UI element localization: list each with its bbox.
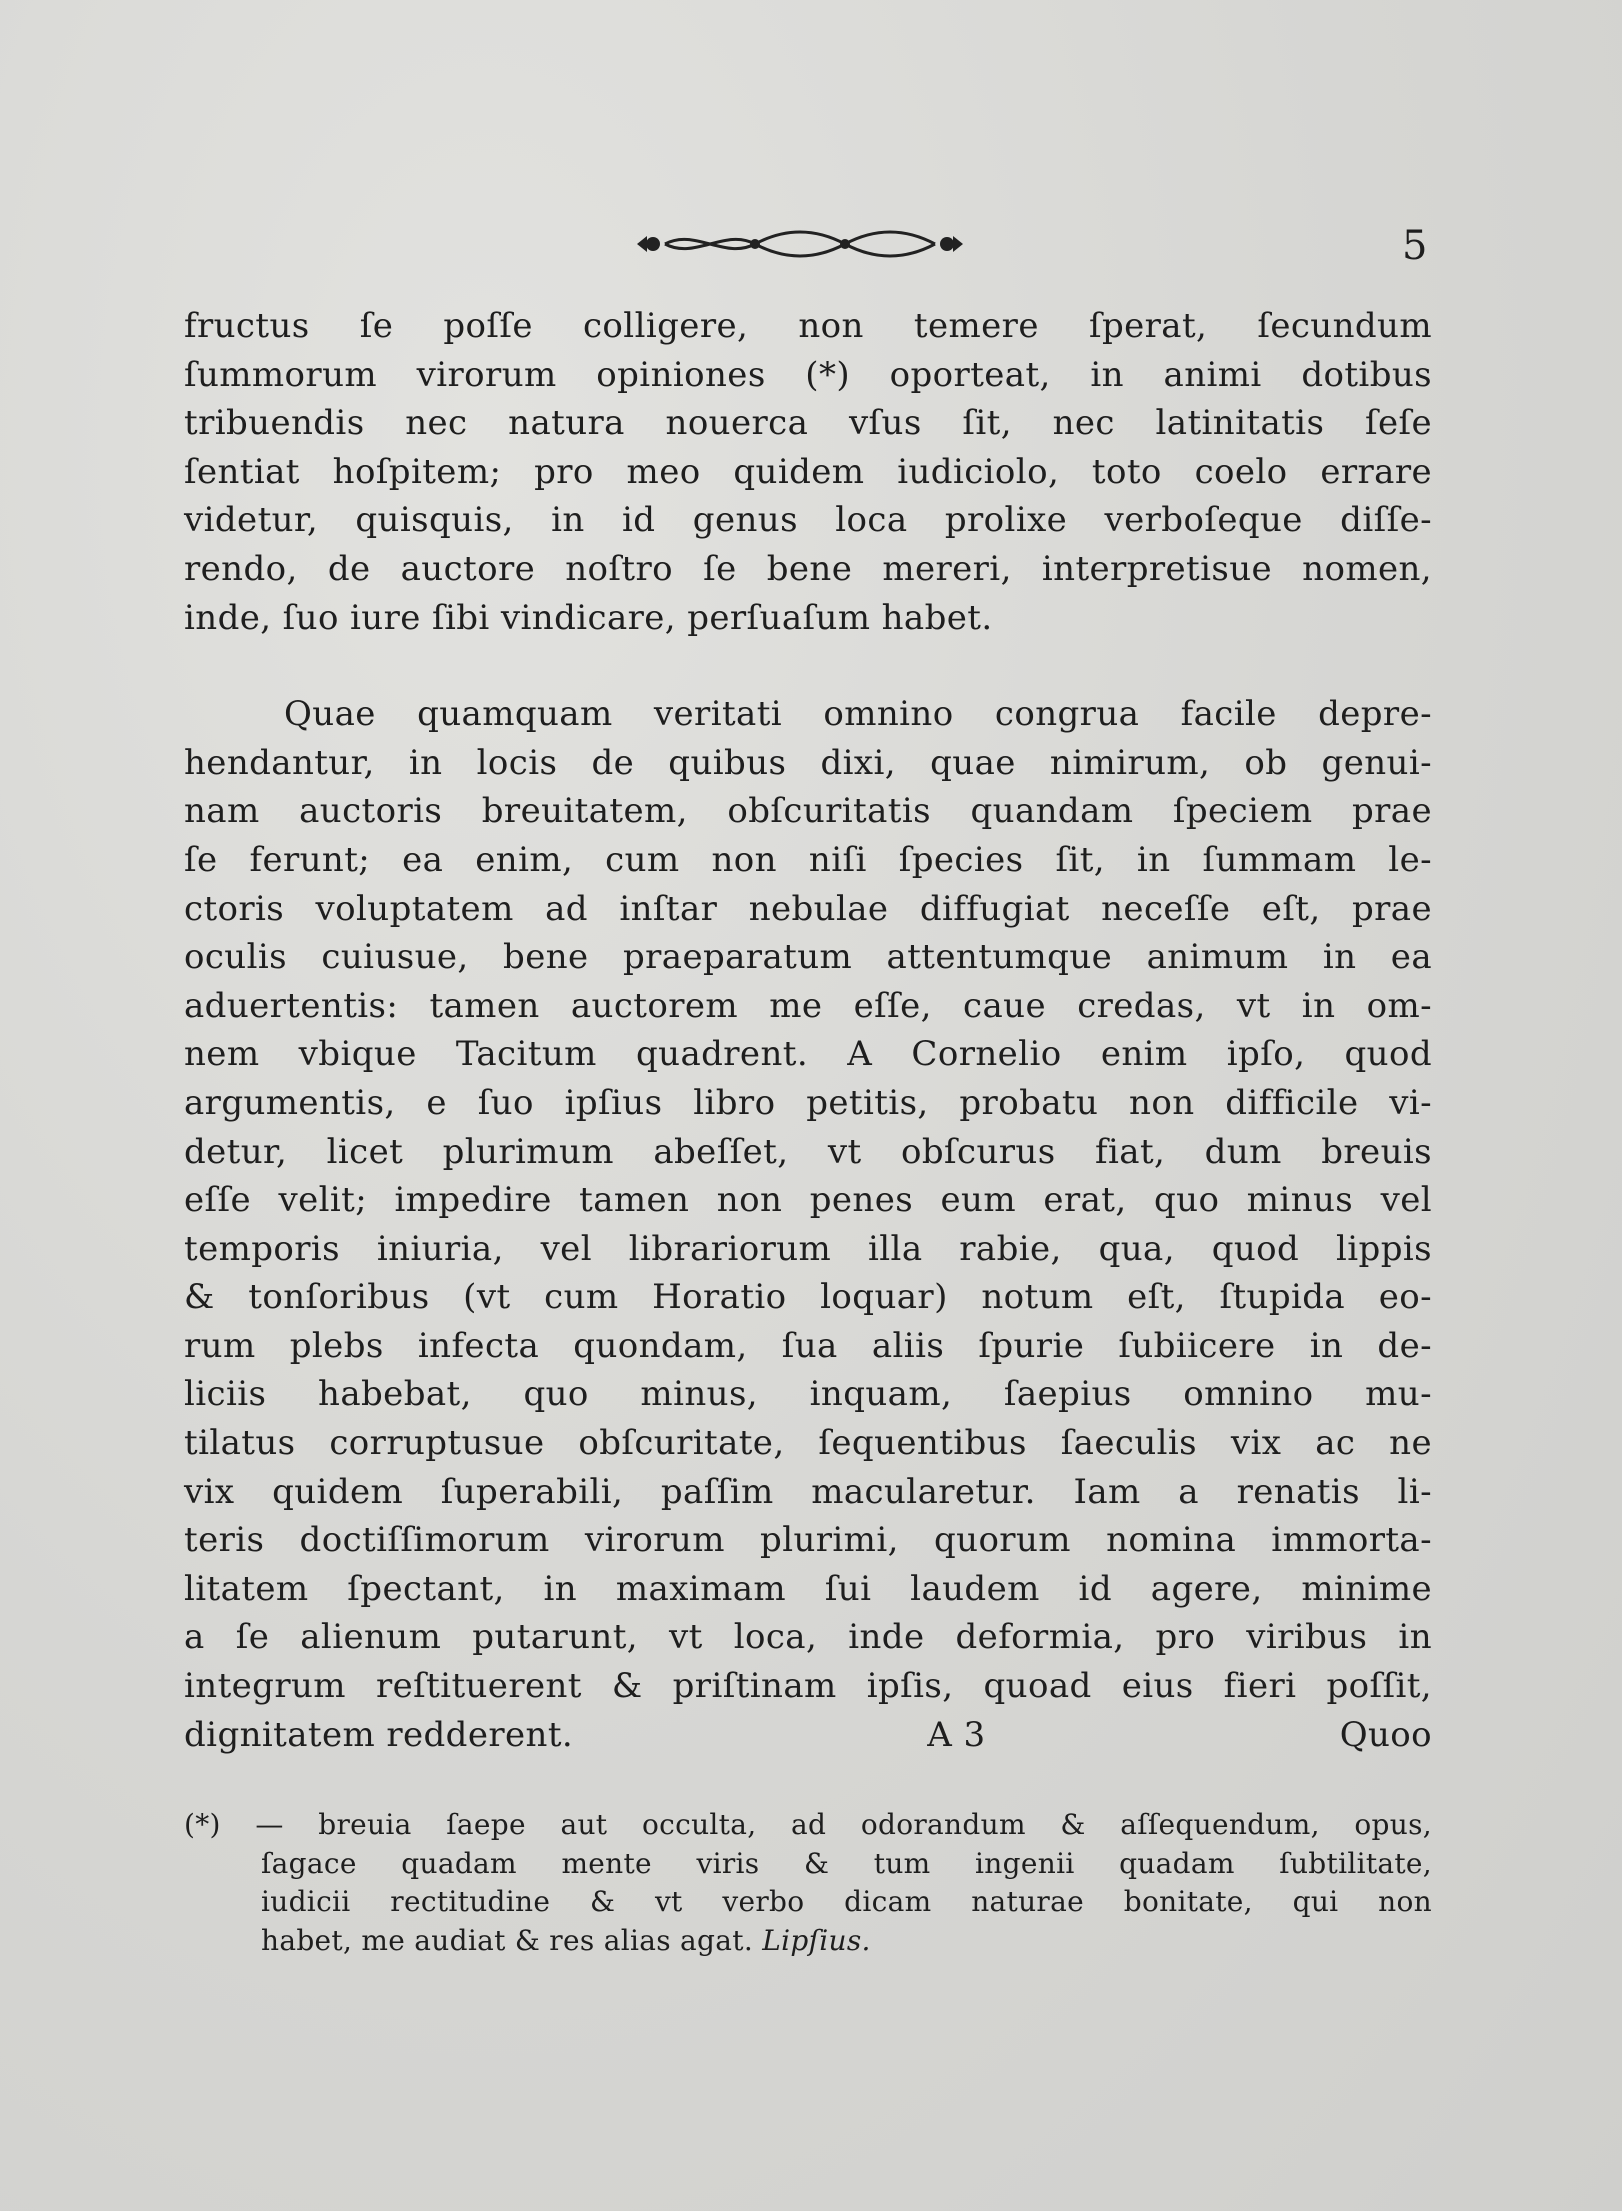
page-number: 5 <box>1402 223 1428 269</box>
footnote-attribution: Lipſius. <box>762 1923 871 1957</box>
paragraph-gap <box>184 642 1432 690</box>
text-line: aduertentis: tamen auctorem me eſſe, caue credas, vt in om- <box>184 985 1432 1026</box>
text-line: nem vbique Tacitum quadrent. A Cornelio enim ipſo, quod <box>184 1034 1432 1075</box>
footnote-text: habet, me audiat & res alias agat. <box>261 1923 754 1957</box>
text-line: teris doctiſſimorum virorum plurimi, quorum nomina immorta- <box>184 1520 1432 1561</box>
text-line: tilatus corruptusue obſcuritate, ſequentibus ſaeculis vix ac ne <box>184 1423 1432 1464</box>
paragraph-1 <box>184 302 1432 642</box>
text-line: integrum reſtituerent & priſtinam ipſis, quoad eius fieri poſſit, <box>184 1666 1432 1707</box>
text-line: rum plebs infecta quondam, ſua aliis ſpurie ſubiicere in de- <box>184 1325 1432 1366</box>
last-text-line: dignitatem redderent. <box>184 1714 574 1755</box>
main-text <box>184 302 1432 1759</box>
footnote-line: iudicii rectitudine & vt verbo dicam naturae bonitate, qui non <box>261 1885 1432 1918</box>
text-line: detur, licet plurimum abeſſet, vt obſcurus fiat, dum breuis <box>184 1131 1432 1172</box>
text-line: hendantur, in locis de quibus dixi, quae nimirum, ob genui- <box>184 742 1432 783</box>
text-line: ſe ferunt; ea enim, cum non niſi ſpecies ſit, in ſummam le- <box>184 839 1432 880</box>
text-line: liciis habebat, quo minus, inquam, ſaepius omnino mu- <box>184 1374 1432 1415</box>
text-line: a ſe alienum putarunt, vt loca, inde deformia, pro viribus in <box>184 1617 1432 1658</box>
text-line: ſummorum virorum opiniones (*) oporteat, in animi dotibus <box>184 354 1432 395</box>
printer-ornament-icon <box>635 222 965 266</box>
text-line: tribuendis nec natura nouerca vſus ſit, nec latinitatis ſeſe <box>184 403 1432 444</box>
signature-line <box>184 1711 1432 1760</box>
text-line: temporis iniuria, vel librariorum illa rabie, qua, quod lippis <box>184 1228 1432 1269</box>
text-line: inde, ſuo iure ſibi vindicare, perſuaſum habet. <box>184 597 993 638</box>
text-line: ctoris voluptatem ad inſtar nebulae diffugiat neceſſe eſt, prae <box>184 888 1432 929</box>
footnote-line: (*) — breuia ſaepe aut occulta, ad odorandum & aſſequendum, opus, <box>184 1808 1432 1841</box>
text-line: & tonſoribus (vt cum Horatio loquar) notum eſt, ſtupida eo- <box>184 1277 1432 1318</box>
text-line: vix quidem ſuperabili, paſſim macularetur. Iam a renatis li- <box>184 1471 1432 1512</box>
text-line: argumentis, e ſuo ipſius libro petitis, probatu non difficile vi- <box>184 1082 1432 1123</box>
text-line: litatem ſpectant, in maximam ſui laudem id agere, minime <box>184 1568 1432 1609</box>
text-line: oculis cuiusue, bene praeparatum attentumque animum in ea <box>184 937 1432 978</box>
footnote-last-line <box>184 1922 1432 1961</box>
text-line: Quae quamquam veritati omnino congrua facile depre- <box>284 694 1432 735</box>
paragraph-2 <box>184 690 1432 1759</box>
text-line: fructus ſe poſſe colligere, non temere ſperat, ſecundum <box>184 306 1432 346</box>
signature-mark: A 3 <box>927 1714 986 1755</box>
text-line: eſſe velit; impedire tamen non penes eum erat, quo minus vel <box>184 1180 1432 1221</box>
text-line: rendo, de auctore noſtro ſe bene mereri, interpretisue nomen, <box>184 548 1432 589</box>
text-line: ſentiat hoſpitem; pro meo quidem iudiciolo, toto coelo errare <box>184 451 1432 492</box>
catchword: Quoo <box>1339 1714 1432 1755</box>
footnote <box>184 1806 1432 1960</box>
text-line: nam auctoris breuitatem, obſcuritatis quandam ſpeciem prae <box>184 791 1432 832</box>
text-line: videtur, quisquis, in id genus loca prolixe verboſeque diſſe- <box>184 500 1432 541</box>
footnote-line: ſagace quadam mente viris & tum ingenii quadam ſubtilitate, <box>261 1846 1432 1880</box>
